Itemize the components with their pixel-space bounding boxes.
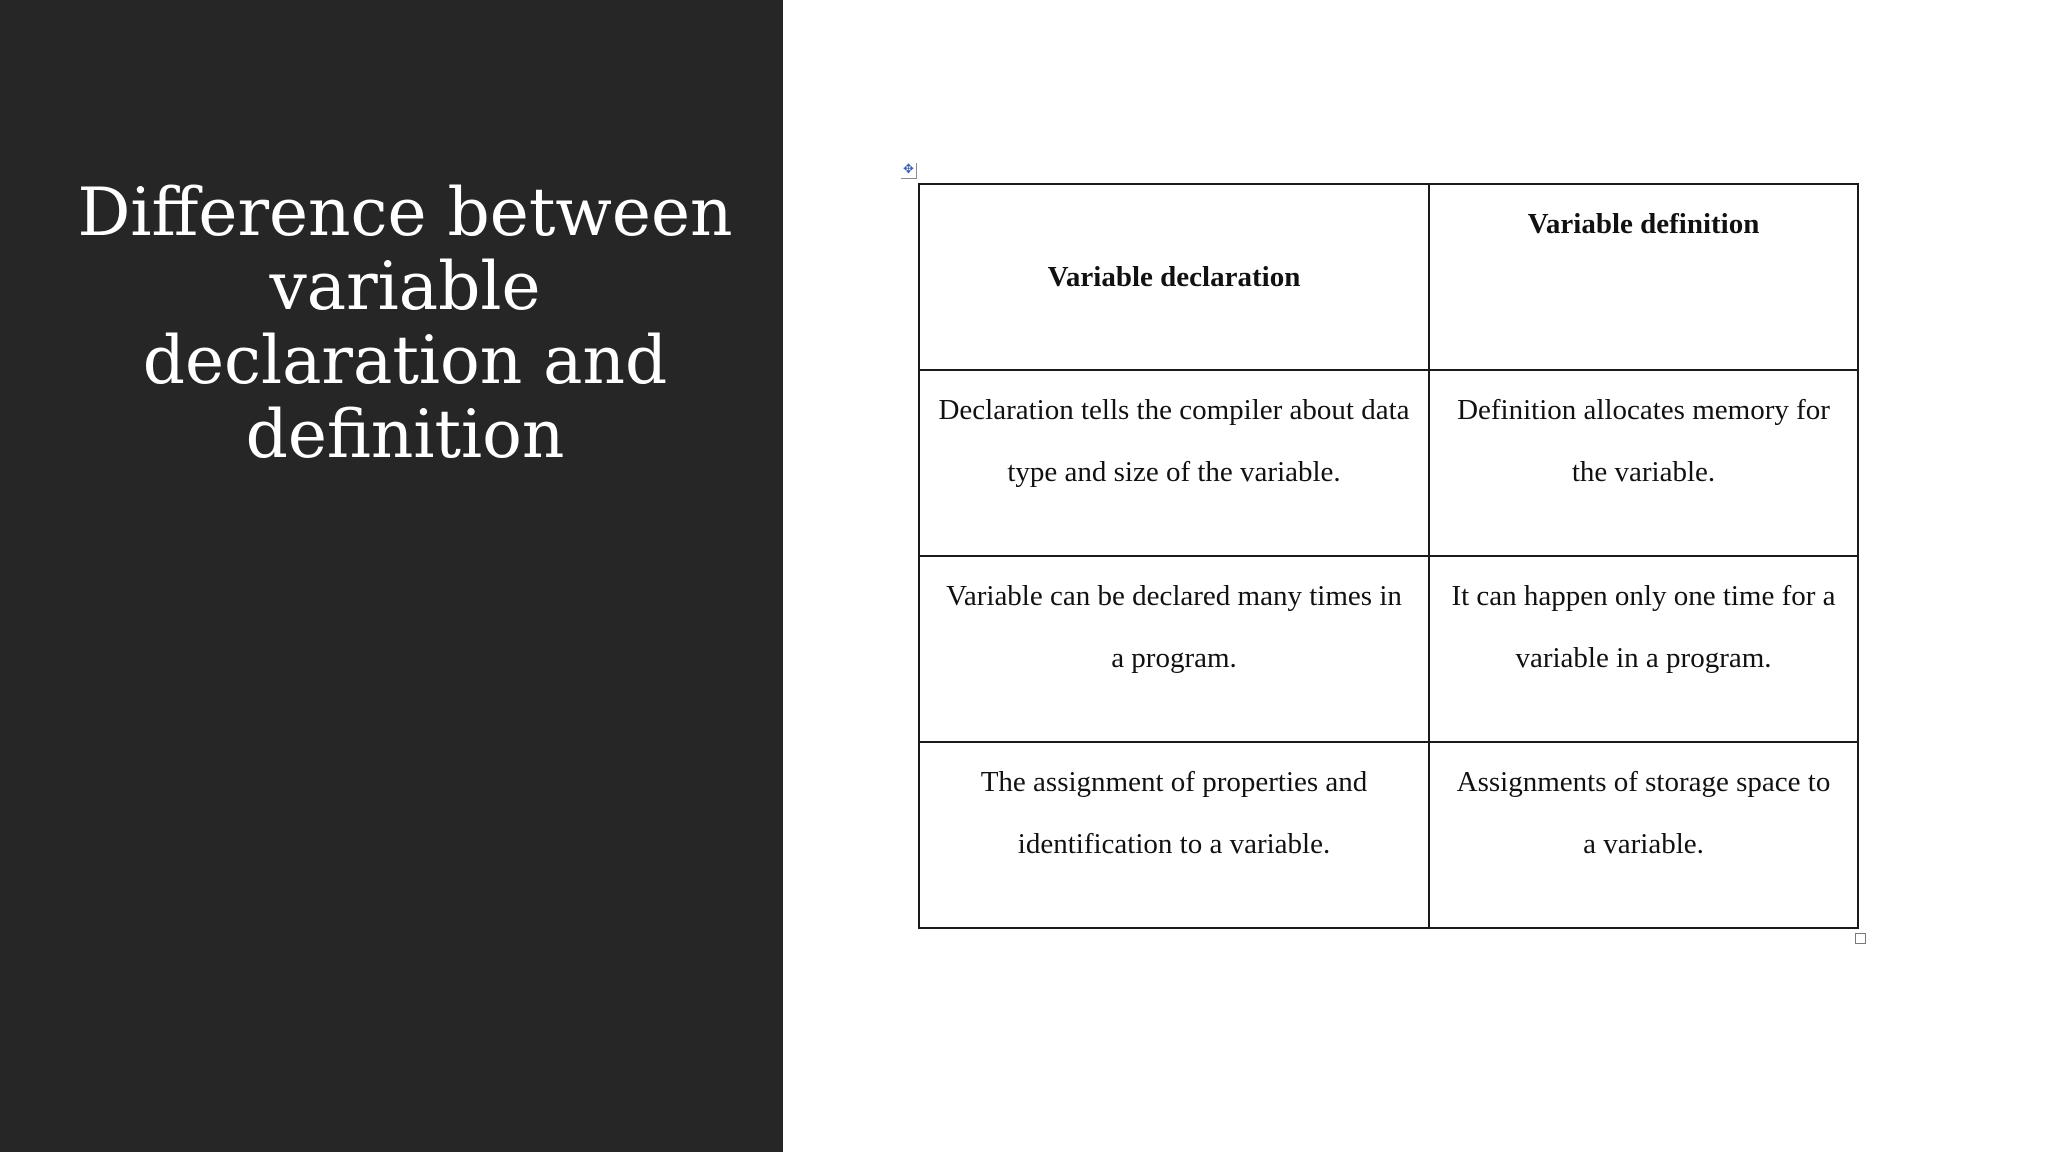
header-variable-definition: Variable definition [1429,184,1858,370]
title-panel [0,0,783,1152]
table-cell: Declaration tells the compiler about data type and size of the variable. [919,370,1429,556]
table-header-row [919,184,1858,370]
table-resize-handle-icon[interactable] [1855,933,1866,944]
table-move-handle-icon[interactable]: ✥ [901,163,917,179]
table-row [919,370,1858,556]
slide-title: Difference between variable declaration and definition [77,174,733,473]
table-cell: Variable can be declared many times in a program. [919,556,1429,742]
table-cell: It can happen only one time for a variable in a program. [1429,556,1858,742]
table-row [919,742,1858,928]
comparison-table [918,183,1859,929]
table-cell: Assignments of storage space to a variable. [1429,742,1858,928]
table-row [919,556,1858,742]
header-variable-declaration: Variable declaration [919,184,1429,370]
table-cell: The assignment of properties and identification to a variable. [919,742,1429,928]
table-cell: Definition allocates memory for the variable. [1429,370,1858,556]
